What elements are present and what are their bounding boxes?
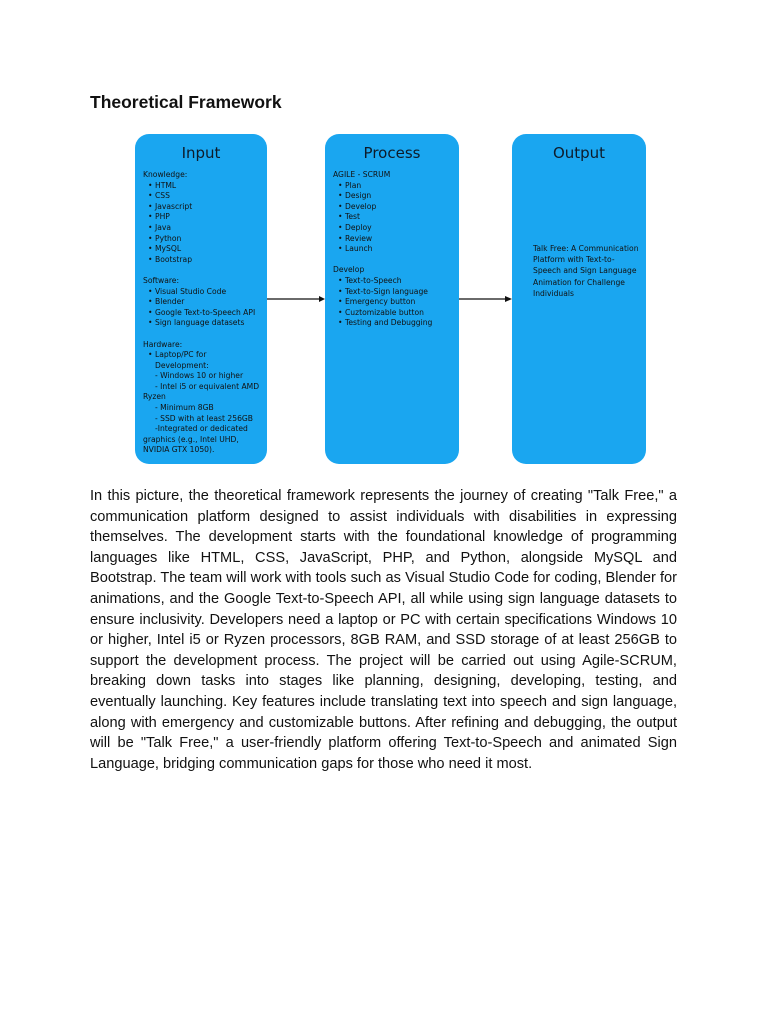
agile-item: • Deploy [338, 223, 455, 234]
input-body [143, 170, 263, 456]
agile-item: • Develop [338, 202, 455, 213]
software-list [143, 287, 263, 329]
agile-item: • Plan [338, 181, 455, 192]
arrow-input-to-process [267, 293, 327, 305]
knowledge-item: • CSS [148, 191, 263, 202]
hardware-item: • Laptop/PC for [148, 350, 263, 361]
software-item: • Blender [148, 297, 263, 308]
develop-item: • Emergency button [338, 297, 455, 308]
agile-list [333, 181, 455, 255]
knowledge-item: • HTML [148, 181, 263, 192]
software-item: • Sign language datasets [148, 318, 263, 329]
framework-diagram [118, 126, 662, 476]
output-title: Output [552, 144, 606, 162]
output-line: Platform with Text-to- [533, 255, 615, 265]
knowledge-list [143, 181, 263, 266]
hardware-item-cont: Development: [155, 360, 209, 370]
hardware-spec-cpu: - Intel i5 or equivalent AMD [155, 381, 260, 391]
agile-label: AGILE - SCRUM [333, 170, 391, 179]
output-line: Individuals [533, 288, 574, 298]
hardware-spec-os: - Windows 10 or higher [155, 371, 244, 381]
develop-item: • Testing and Debugging [338, 318, 455, 329]
hardware-spec-ram: - Minimum 8GB [155, 403, 214, 413]
hardware-spec-gpu: -Integrated or dedicated [155, 424, 248, 434]
software-item: • Visual Studio Code [148, 287, 263, 298]
develop-list [333, 276, 455, 329]
hardware-spec-ssd: - SSD with at least 256GB [155, 413, 253, 423]
software-item: • Google Text-to-Speech API [148, 308, 263, 319]
knowledge-label: Knowledge: [143, 170, 188, 179]
hardware-spec-gpu-cont: graphics (e.g., Intel UHD, [143, 434, 239, 444]
knowledge-item: • Java [148, 223, 263, 234]
agile-item: • Design [338, 191, 455, 202]
input-box [135, 134, 267, 464]
develop-item: • Cuztomizable button [338, 308, 455, 319]
process-box [325, 134, 459, 464]
arrow-process-to-output [459, 293, 515, 305]
develop-item: • Text-to-Speech [338, 276, 455, 287]
develop-item: • Text-to-Sign language [338, 287, 455, 298]
knowledge-item: • PHP [148, 212, 263, 223]
output-line: Animation for Challenge [533, 277, 625, 287]
knowledge-item: • Bootstrap [148, 255, 263, 266]
develop-label: Develop [333, 265, 365, 275]
process-body [333, 170, 455, 329]
process-title: Process [363, 144, 421, 162]
hardware-list [143, 350, 263, 361]
knowledge-item: • Python [148, 234, 263, 245]
software-label: Software: [143, 275, 180, 285]
hardware-spec-gpu-cont: NVIDIA GTX 1050). [143, 445, 215, 455]
agile-item: • Launch [338, 244, 455, 255]
output-box [512, 134, 646, 464]
section-heading: Theoretical Framework [90, 92, 282, 112]
knowledge-item: • MySQL [148, 244, 263, 255]
agile-item: • Review [338, 234, 455, 245]
input-title: Input [181, 144, 221, 162]
knowledge-item: • Javascript [148, 202, 263, 213]
agile-item: • Test [338, 212, 455, 223]
hardware-spec-cpu-cont: Ryzen [143, 392, 166, 402]
output-description [533, 243, 640, 299]
output-line: Speech and Sign Language [533, 266, 637, 276]
body-paragraph: In this picture, the theoretical framework represents the journey of creating "Talk Free," a communication platform designed to assist individuals with disabilities in expressing themselves. The development starts with the foundational knowledge of programming languages like HTML, CSS, JavaScript, PHP, and Python, alongside MySQL and Bootstrap. The team will work with tools such as Visual Studio Code for coding, Blender for animations, and the Google Text-to-Speech API, all while using sign language datasets to ensure inclusivity. Developers need a laptop or PC with certain specifications Windows 10 or higher, Intel i5 or Ryzen processors, 8GB RAM, and SSD storage of at least 256GB to support the development process. The project will be carried out using Agile-SCRUM, breaking down tasks into stages like planning, designing, developing, testing, and eventually launching. Key features include translating text into speech and sign language, along with emergency and customizable buttons. After refining and debugging, the output will be "Talk Free," a user-friendly platform offering Text-to-Speech and animated Sign Language, bridging communication gaps for those who need it most. [90, 488, 677, 772]
hardware-label: Hardware: [143, 339, 183, 349]
output-line: Talk Free: A Communication [533, 244, 639, 253]
